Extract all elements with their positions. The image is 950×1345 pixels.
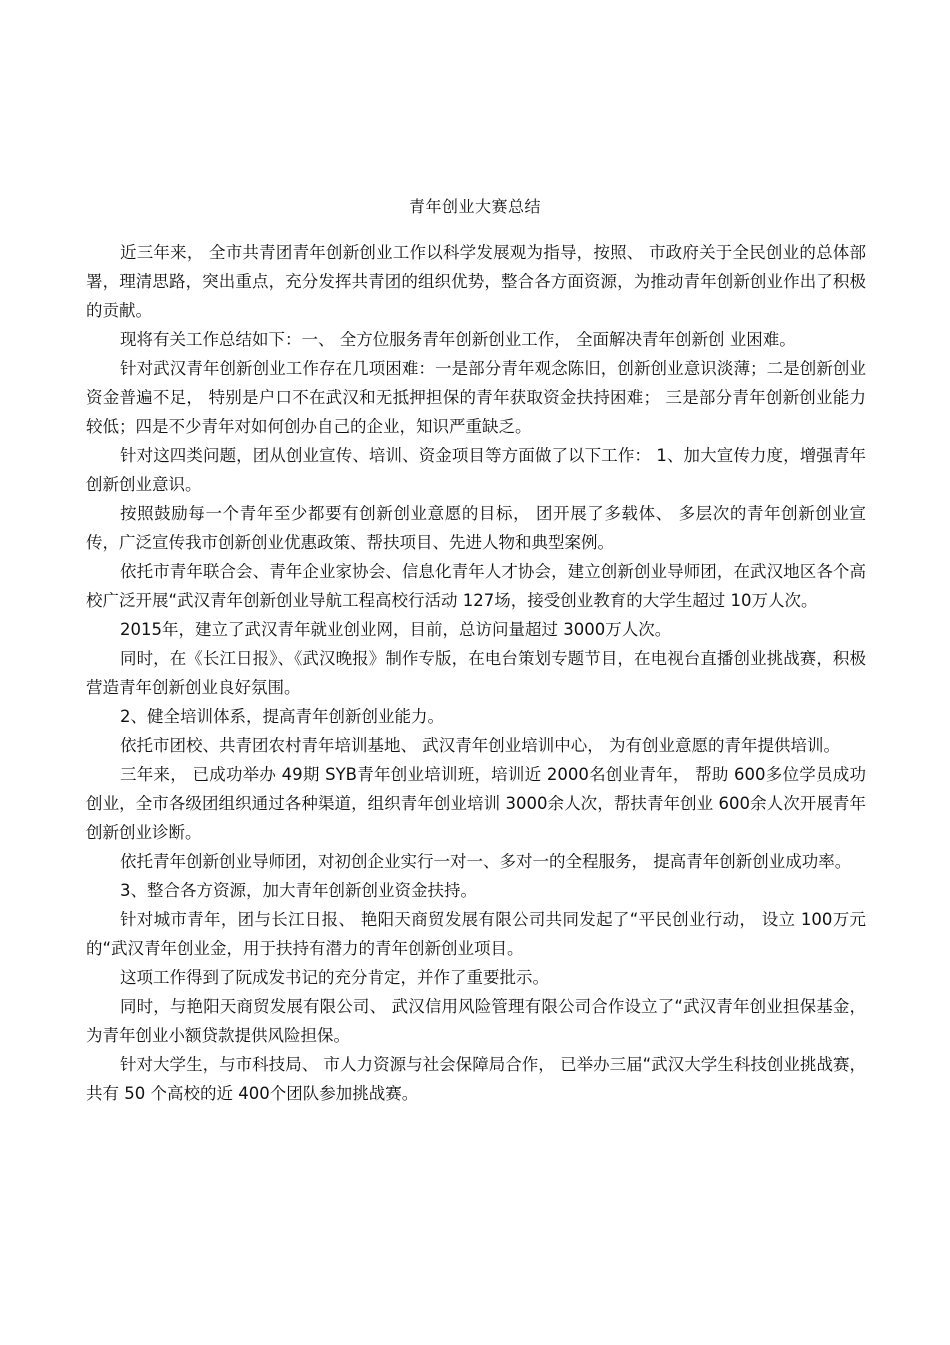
paragraph: 3、整合各方资源，加大青年创新创业资金扶持。: [120, 881, 477, 900]
paragraph: 依托市团校、共青团农村青年培训基地、 武汉青年创业培训中心， 为有创业意愿的青年提供培训。: [120, 736, 840, 755]
paragraph: 依托市青年联合会、青年企业家协会、信息化青年人才协会，建立创新创业导师团，在武汉地区各个高校广泛开展“武汉青年创新创业导航工程高校行活动 127场，接受创业教育的大学生超过 10万人次。: [86, 562, 866, 610]
paragraph: 依托青年创新创业导师团，对初创企业实行一对一、多对一的全程服务， 提高青年创新创业成功率。: [120, 852, 852, 871]
paragraph: 现将有关工作总结如下：一、 全方位服务青年创新创业工作， 全面解决青年创新创 业困难。: [120, 330, 796, 349]
paragraph: 2015年，建立了武汉青年就业创业网，目前，总访问量超过 3000万人次。: [120, 620, 672, 639]
paragraph: 同时，与艳阳天商贸发展有限公司、 武汉信用风险管理有限公司合作设立了“武汉青年创业担保基金，为青年创业小额贷款提供风险担保。: [86, 997, 866, 1045]
paragraph: 三年来， 已成功举办 49期 SYB青年创业培训班，培训近 2000名创业青年， 帮助 600多位学员成功创业，全市各级团组织通过各种渠道，组织青年创业培训 3000余人次，帮扶青年创业 600余人次开展青年创新创业诊断。: [86, 765, 866, 842]
paragraph: 2、健全培训体系，提高青年创新创业能力。: [120, 707, 444, 726]
paragraph: 针对武汉青年创新创业工作存在几项困难：一是部分青年观念陈旧，创新创业意识淡薄；二是创新创业资金普遍不足， 特别是户口不在武汉和无抵押担保的青年获取资金扶持困难； 三是部分青年创新创业能力较低；四是不少青年对如何创办自己的企业，知识严重缺乏。: [86, 359, 866, 436]
paragraph: 同时，在《长江日报》、《武汉晚报》制作专版，在电台策划专题节目，在电视台直播创业挑战赛，积极营造青年创新创业良好氛围。: [86, 649, 866, 697]
paragraph: 按照鼓励每一个青年至少都要有创新创业意愿的目标， 团开展了多载体、 多层次的青年创新创业宣传，广泛宣传我市创新创业优惠政策、帮扶项目、先进人物和典型案例。: [86, 504, 866, 552]
paragraph: 针对大学生，与市科技局、 市人力资源与社会保障局合作， 已举办三届“武汉大学生科技创业挑战赛，共有 50 个高校的近 400个团队参加挑战赛。: [86, 1055, 866, 1103]
paragraph: 这项工作得到了阮成发书记的充分肯定，并作了重要批示。: [120, 968, 549, 987]
document-title: 青年创业大赛总结: [408, 197, 541, 216]
paragraph: 针对城市青年，团与长江日报、 艳阳天商贸发展有限公司共同发起了“平民创业行动， 设立 100万元的“武汉青年创业金，用于扶持有潜力的青年创新创业项目。: [86, 910, 866, 958]
paragraph: 针对这四类问题，团从创业宣传、培训、资金项目等方面做了以下工作： 1、加大宣传力度，增强青年创新创业意识。: [86, 446, 866, 494]
paragraph: 近三年来， 全市共青团青年创新创业工作以科学发展观为指导，按照、 市政府关于全民创业的总体部署，理清思路，突出重点，充分发挥共青团的组织优势，整合各方面资源，为推动青年创新创业作出了积极的贡献。: [86, 243, 866, 320]
document-body: [86, 238, 866, 1108]
